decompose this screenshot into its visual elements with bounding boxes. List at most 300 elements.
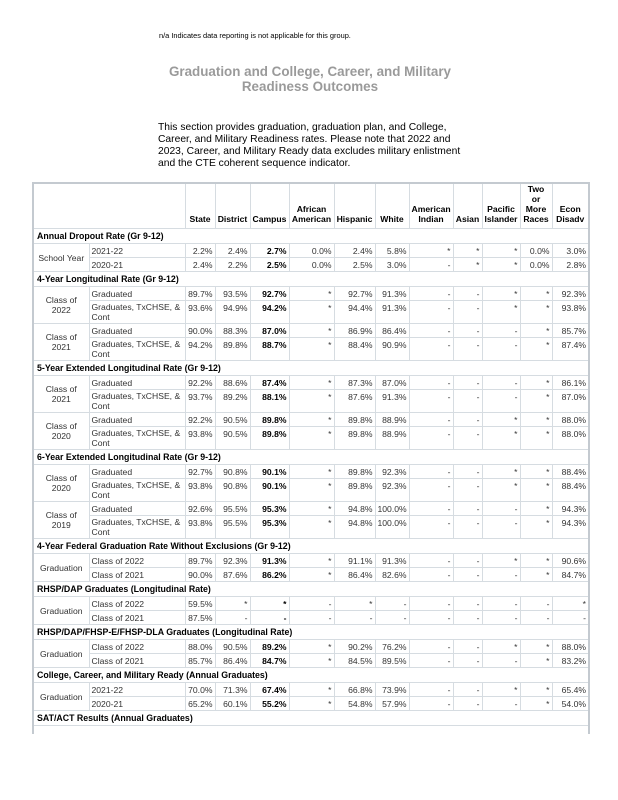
table-row — [33, 568, 589, 582]
value-cell: - — [409, 376, 453, 390]
empty-cell — [33, 726, 589, 735]
column-header: District — [215, 183, 250, 229]
value-cell: 86.1% — [552, 376, 589, 390]
value-cell: 85.7% — [552, 324, 589, 338]
value-cell: * — [289, 683, 334, 697]
value-cell: 2.2% — [185, 244, 215, 258]
campus-value-cell: 84.7% — [250, 654, 289, 668]
value-cell: 5.8% — [375, 244, 409, 258]
value-cell: - — [453, 479, 482, 502]
value-cell: * — [453, 258, 482, 272]
empty-row — [33, 726, 589, 735]
value-cell: 95.5% — [215, 516, 250, 539]
value-cell: * — [482, 287, 520, 301]
value-cell: * — [520, 516, 552, 539]
value-cell: * — [520, 502, 552, 516]
value-cell: - — [215, 611, 250, 625]
value-cell: - — [289, 611, 334, 625]
value-cell: - — [482, 324, 520, 338]
value-cell: * — [482, 640, 520, 654]
value-cell: * — [520, 479, 552, 502]
row-label: Graduates, TxCHSE, & Cont — [89, 479, 185, 502]
value-cell: * — [482, 683, 520, 697]
campus-value-cell: 88.1% — [250, 390, 289, 413]
section-title: RHSP/DAP Graduates (Longitudinal Rate) — [33, 582, 589, 597]
value-cell: - — [453, 413, 482, 427]
value-cell: 89.8% — [334, 427, 375, 450]
table-row — [33, 697, 589, 711]
value-cell: - — [409, 427, 453, 450]
row-label: Class of 2022 — [89, 597, 185, 611]
value-cell: * — [520, 324, 552, 338]
value-cell: * — [482, 301, 520, 324]
value-cell: 3.0% — [375, 258, 409, 272]
value-cell: 88.9% — [375, 427, 409, 450]
table-row — [33, 301, 589, 324]
outcomes-table — [32, 182, 590, 734]
value-cell: 91.1% — [334, 554, 375, 568]
value-cell: - — [453, 502, 482, 516]
value-cell: * — [520, 697, 552, 711]
value-cell: - — [453, 465, 482, 479]
value-cell: 0.0% — [289, 244, 334, 258]
table-row — [33, 597, 589, 611]
table-row — [33, 413, 589, 427]
value-cell: - — [409, 597, 453, 611]
value-cell: 0.0% — [289, 258, 334, 272]
value-cell: - — [482, 390, 520, 413]
value-cell: 88.4% — [552, 465, 589, 479]
value-cell: * — [289, 324, 334, 338]
value-cell: 90.8% — [215, 479, 250, 502]
value-cell: 94.8% — [334, 516, 375, 539]
value-cell: 94.4% — [334, 301, 375, 324]
value-cell: - — [409, 611, 453, 625]
campus-value-cell: - — [250, 611, 289, 625]
na-legend: n/a Indicates data reporting is not applicable for this group. — [159, 31, 351, 40]
section-header-row — [33, 625, 589, 640]
value-cell: 90.8% — [215, 465, 250, 479]
section-header-row — [33, 272, 589, 287]
row-label: Graduates, TxCHSE, & Cont — [89, 301, 185, 324]
table-row — [33, 427, 589, 450]
value-cell: - — [409, 338, 453, 361]
value-cell: * — [289, 654, 334, 668]
column-header: Hispanic — [334, 183, 375, 229]
value-cell: - — [409, 640, 453, 654]
value-cell: - — [482, 338, 520, 361]
section-title: College, Career, and Military Ready (Annual Graduates) — [33, 668, 589, 683]
campus-value-cell: 87.0% — [250, 324, 289, 338]
value-cell: 94.9% — [215, 301, 250, 324]
value-cell: 3.0% — [552, 244, 589, 258]
value-cell: - — [482, 611, 520, 625]
campus-value-cell: 89.2% — [250, 640, 289, 654]
value-cell: * — [520, 554, 552, 568]
value-cell: - — [409, 413, 453, 427]
value-cell: 84.7% — [552, 568, 589, 582]
value-cell: * — [289, 376, 334, 390]
value-cell: 87.3% — [334, 376, 375, 390]
table-row — [33, 287, 589, 301]
row-group-label: Class of 2019 — [33, 502, 89, 539]
table-row — [33, 640, 589, 654]
table-row — [33, 502, 589, 516]
value-cell: - — [409, 324, 453, 338]
value-cell: - — [453, 697, 482, 711]
campus-value-cell: 94.2% — [250, 301, 289, 324]
campus-value-cell: 89.8% — [250, 427, 289, 450]
value-cell: 0.0% — [520, 258, 552, 272]
value-cell: 92.3% — [375, 465, 409, 479]
value-cell: 92.3% — [375, 479, 409, 502]
value-cell: 2.8% — [552, 258, 589, 272]
value-cell: - — [453, 640, 482, 654]
value-cell: 86.9% — [334, 324, 375, 338]
value-cell: * — [520, 301, 552, 324]
table-row — [33, 376, 589, 390]
section-intro: This section provides graduation, graduation plan, and College, Career, and Military Readiness rates. Please note that 2022 and 2023, Career, and Military Ready data excludes military enlistment and the CTE coherent sequence indicator. — [158, 122, 461, 169]
value-cell: 2.5% — [334, 258, 375, 272]
value-cell: - — [409, 568, 453, 582]
value-cell: - — [409, 258, 453, 272]
section-title: 4-Year Longitudinal Rate (Gr 9-12) — [33, 272, 589, 287]
value-cell: 70.0% — [185, 683, 215, 697]
value-cell: 85.7% — [185, 654, 215, 668]
value-cell: - — [552, 611, 589, 625]
value-cell: 2.4% — [334, 244, 375, 258]
value-cell: * — [520, 465, 552, 479]
value-cell: 82.6% — [375, 568, 409, 582]
value-cell: 93.8% — [185, 479, 215, 502]
value-cell: 88.3% — [215, 324, 250, 338]
value-cell: 92.3% — [552, 287, 589, 301]
value-cell: 89.7% — [185, 554, 215, 568]
value-cell: 2.4% — [215, 244, 250, 258]
table-row — [33, 479, 589, 502]
column-header: Pacific Islander — [482, 183, 520, 229]
value-cell: - — [409, 683, 453, 697]
value-cell: * — [409, 244, 453, 258]
row-label: 2020-21 — [89, 697, 185, 711]
row-group-label: Graduation — [33, 640, 89, 668]
value-cell: 91.3% — [375, 301, 409, 324]
campus-value-cell: 67.4% — [250, 683, 289, 697]
value-cell: - — [482, 568, 520, 582]
value-cell: - — [409, 516, 453, 539]
column-header: African American — [289, 183, 334, 229]
value-cell: * — [482, 465, 520, 479]
table-row — [33, 683, 589, 697]
row-group-label: Class of 2021 — [33, 376, 89, 413]
campus-value-cell: 91.3% — [250, 554, 289, 568]
value-cell: 65.2% — [185, 697, 215, 711]
value-cell: - — [453, 654, 482, 668]
value-cell: 2.2% — [215, 258, 250, 272]
value-cell: * — [289, 427, 334, 450]
row-group-label: School Year — [33, 244, 89, 272]
value-cell: 83.2% — [552, 654, 589, 668]
value-cell: 88.4% — [334, 338, 375, 361]
value-cell: 93.8% — [552, 301, 589, 324]
table-row — [33, 244, 589, 258]
row-group-label: Class of 2020 — [33, 413, 89, 450]
value-cell: * — [289, 516, 334, 539]
row-label: 2021-22 — [89, 683, 185, 697]
value-cell: 100.0% — [375, 516, 409, 539]
value-cell: * — [520, 287, 552, 301]
value-cell: * — [520, 338, 552, 361]
value-cell: 59.5% — [185, 597, 215, 611]
value-cell: 88.0% — [185, 640, 215, 654]
value-cell: 94.2% — [185, 338, 215, 361]
value-cell: 100.0% — [375, 502, 409, 516]
value-cell: - — [409, 479, 453, 502]
value-cell: 91.3% — [375, 390, 409, 413]
header-blank — [33, 183, 185, 229]
value-cell: 87.6% — [334, 390, 375, 413]
column-header: State — [185, 183, 215, 229]
row-label: Class of 2022 — [89, 554, 185, 568]
value-cell: 71.3% — [215, 683, 250, 697]
value-cell: 90.0% — [185, 568, 215, 582]
table-row — [33, 338, 589, 361]
row-group-label: Graduation — [33, 597, 89, 625]
value-cell: 87.0% — [375, 376, 409, 390]
value-cell: - — [482, 697, 520, 711]
value-cell: * — [453, 244, 482, 258]
table-row — [33, 611, 589, 625]
value-cell: 88.0% — [552, 427, 589, 450]
value-cell: * — [520, 568, 552, 582]
value-cell: * — [482, 258, 520, 272]
row-group-label: Class of 2020 — [33, 465, 89, 502]
value-cell: - — [482, 654, 520, 668]
value-cell: 92.2% — [185, 376, 215, 390]
section-title: Annual Dropout Rate (Gr 9-12) — [33, 229, 589, 244]
value-cell: - — [453, 376, 482, 390]
value-cell: - — [453, 568, 482, 582]
section-header-row — [33, 450, 589, 465]
row-label: 2021-22 — [89, 244, 185, 258]
value-cell: - — [453, 516, 482, 539]
section-title: RHSP/DAP/FHSP-E/FHSP-DLA Graduates (Longitudinal Rate) — [33, 625, 589, 640]
section-header-row — [33, 582, 589, 597]
value-cell: - — [453, 683, 482, 697]
section-header-row — [33, 229, 589, 244]
value-cell: - — [453, 390, 482, 413]
row-group-label: Graduation — [33, 683, 89, 711]
row-label: Graduated — [89, 287, 185, 301]
table-row — [33, 465, 589, 479]
value-cell: 89.8% — [334, 465, 375, 479]
page-title: Graduation and College, Career, and Military Readiness Outcomes — [168, 64, 451, 94]
row-label: Graduates, TxCHSE, & Cont — [89, 427, 185, 450]
value-cell: * — [520, 683, 552, 697]
row-label: Class of 2021 — [89, 568, 185, 582]
value-cell: 93.6% — [185, 301, 215, 324]
value-cell: 86.4% — [215, 654, 250, 668]
value-cell: 66.8% — [334, 683, 375, 697]
value-cell: 89.5% — [375, 654, 409, 668]
column-header: Campus — [250, 183, 289, 229]
table-row — [33, 324, 589, 338]
section-title: 4-Year Federal Graduation Rate Without Exclusions (Gr 9-12) — [33, 539, 589, 554]
value-cell: 87.0% — [552, 390, 589, 413]
value-cell: - — [409, 554, 453, 568]
value-cell: 89.8% — [215, 338, 250, 361]
value-cell: * — [289, 502, 334, 516]
value-cell: 94.8% — [334, 502, 375, 516]
value-cell: 54.8% — [334, 697, 375, 711]
table-row — [33, 258, 589, 272]
value-cell: * — [289, 390, 334, 413]
campus-value-cell: * — [250, 597, 289, 611]
value-cell: - — [482, 516, 520, 539]
section-header-row — [33, 539, 589, 554]
campus-value-cell: 92.7% — [250, 287, 289, 301]
value-cell: * — [289, 287, 334, 301]
value-cell: 87.4% — [552, 338, 589, 361]
value-cell: 73.9% — [375, 683, 409, 697]
value-cell: 90.6% — [552, 554, 589, 568]
row-label: Class of 2021 — [89, 611, 185, 625]
row-label: Graduated — [89, 502, 185, 516]
row-group-label: Class of 2022 — [33, 287, 89, 324]
value-cell: * — [289, 697, 334, 711]
column-header: American Indian — [409, 183, 453, 229]
value-cell: 91.3% — [375, 554, 409, 568]
column-header: Econ Disadv — [552, 183, 589, 229]
value-cell: 92.6% — [185, 502, 215, 516]
value-cell: 93.8% — [185, 427, 215, 450]
row-label: Class of 2022 — [89, 640, 185, 654]
section-header-row — [33, 668, 589, 683]
campus-value-cell: 55.2% — [250, 697, 289, 711]
value-cell: * — [520, 640, 552, 654]
value-cell: 92.7% — [185, 465, 215, 479]
value-cell: * — [289, 413, 334, 427]
value-cell: 76.2% — [375, 640, 409, 654]
value-cell: * — [520, 427, 552, 450]
value-cell: 2.4% — [185, 258, 215, 272]
campus-value-cell: 90.1% — [250, 465, 289, 479]
value-cell: 87.5% — [185, 611, 215, 625]
row-group-label: Graduation — [33, 554, 89, 582]
value-cell: 92.2% — [185, 413, 215, 427]
section-header-row — [33, 361, 589, 376]
value-cell: 90.5% — [215, 413, 250, 427]
value-cell: 89.8% — [334, 479, 375, 502]
row-label: Graduates, TxCHSE, & Cont — [89, 516, 185, 539]
section-header-row — [33, 711, 589, 726]
table-row — [33, 516, 589, 539]
campus-value-cell: 86.2% — [250, 568, 289, 582]
value-cell: * — [289, 554, 334, 568]
value-cell: 94.3% — [552, 516, 589, 539]
value-cell: * — [215, 597, 250, 611]
value-cell: * — [482, 413, 520, 427]
campus-value-cell: 2.5% — [250, 258, 289, 272]
value-cell: 89.7% — [185, 287, 215, 301]
value-cell: 84.5% — [334, 654, 375, 668]
value-cell: * — [552, 597, 589, 611]
value-cell: * — [289, 465, 334, 479]
value-cell: - — [453, 324, 482, 338]
value-cell: - — [453, 287, 482, 301]
value-cell: 91.3% — [375, 287, 409, 301]
row-label: Graduates, TxCHSE, & Cont — [89, 390, 185, 413]
value-cell: 88.9% — [375, 413, 409, 427]
value-cell: 54.0% — [552, 697, 589, 711]
value-cell: - — [409, 301, 453, 324]
value-cell: * — [482, 554, 520, 568]
value-cell: 0.0% — [520, 244, 552, 258]
value-cell: * — [289, 640, 334, 654]
value-cell: 93.7% — [185, 390, 215, 413]
value-cell: * — [289, 568, 334, 582]
column-header: White — [375, 183, 409, 229]
campus-value-cell: 95.3% — [250, 502, 289, 516]
value-cell: * — [520, 376, 552, 390]
value-cell: 89.8% — [334, 413, 375, 427]
section-title: SAT/ACT Results (Annual Graduates) — [33, 711, 589, 726]
value-cell: 87.6% — [215, 568, 250, 582]
value-cell: 95.5% — [215, 502, 250, 516]
campus-value-cell: 2.7% — [250, 244, 289, 258]
value-cell: * — [289, 301, 334, 324]
value-cell: 57.9% — [375, 697, 409, 711]
value-cell: - — [453, 554, 482, 568]
value-cell: 88.0% — [552, 640, 589, 654]
value-cell: 86.4% — [375, 324, 409, 338]
campus-value-cell: 89.8% — [250, 413, 289, 427]
value-cell: * — [289, 338, 334, 361]
value-cell: - — [409, 697, 453, 711]
column-header: Two or More Races — [520, 183, 552, 229]
value-cell: 92.3% — [215, 554, 250, 568]
header-row — [33, 183, 589, 229]
value-cell: * — [482, 479, 520, 502]
value-cell: 89.2% — [215, 390, 250, 413]
value-cell: 88.6% — [215, 376, 250, 390]
value-cell: * — [289, 479, 334, 502]
value-cell: - — [453, 301, 482, 324]
section-title: 6-Year Extended Longitudinal Rate (Gr 9-12) — [33, 450, 589, 465]
row-label: Graduates, TxCHSE, & Cont — [89, 338, 185, 361]
value-cell: 90.5% — [215, 427, 250, 450]
value-cell: - — [453, 338, 482, 361]
row-group-label: Class of 2021 — [33, 324, 89, 361]
value-cell: 90.5% — [215, 640, 250, 654]
value-cell: * — [482, 427, 520, 450]
value-cell: 88.0% — [552, 413, 589, 427]
column-header: Asian — [453, 183, 482, 229]
value-cell: - — [409, 465, 453, 479]
value-cell: * — [334, 597, 375, 611]
value-cell: 90.9% — [375, 338, 409, 361]
value-cell: 90.2% — [334, 640, 375, 654]
value-cell: * — [482, 244, 520, 258]
campus-value-cell: 95.3% — [250, 516, 289, 539]
value-cell: - — [482, 376, 520, 390]
value-cell: 65.4% — [552, 683, 589, 697]
value-cell: * — [520, 654, 552, 668]
value-cell: - — [375, 611, 409, 625]
value-cell: * — [520, 390, 552, 413]
row-label: 2020-21 — [89, 258, 185, 272]
value-cell: 86.4% — [334, 568, 375, 582]
